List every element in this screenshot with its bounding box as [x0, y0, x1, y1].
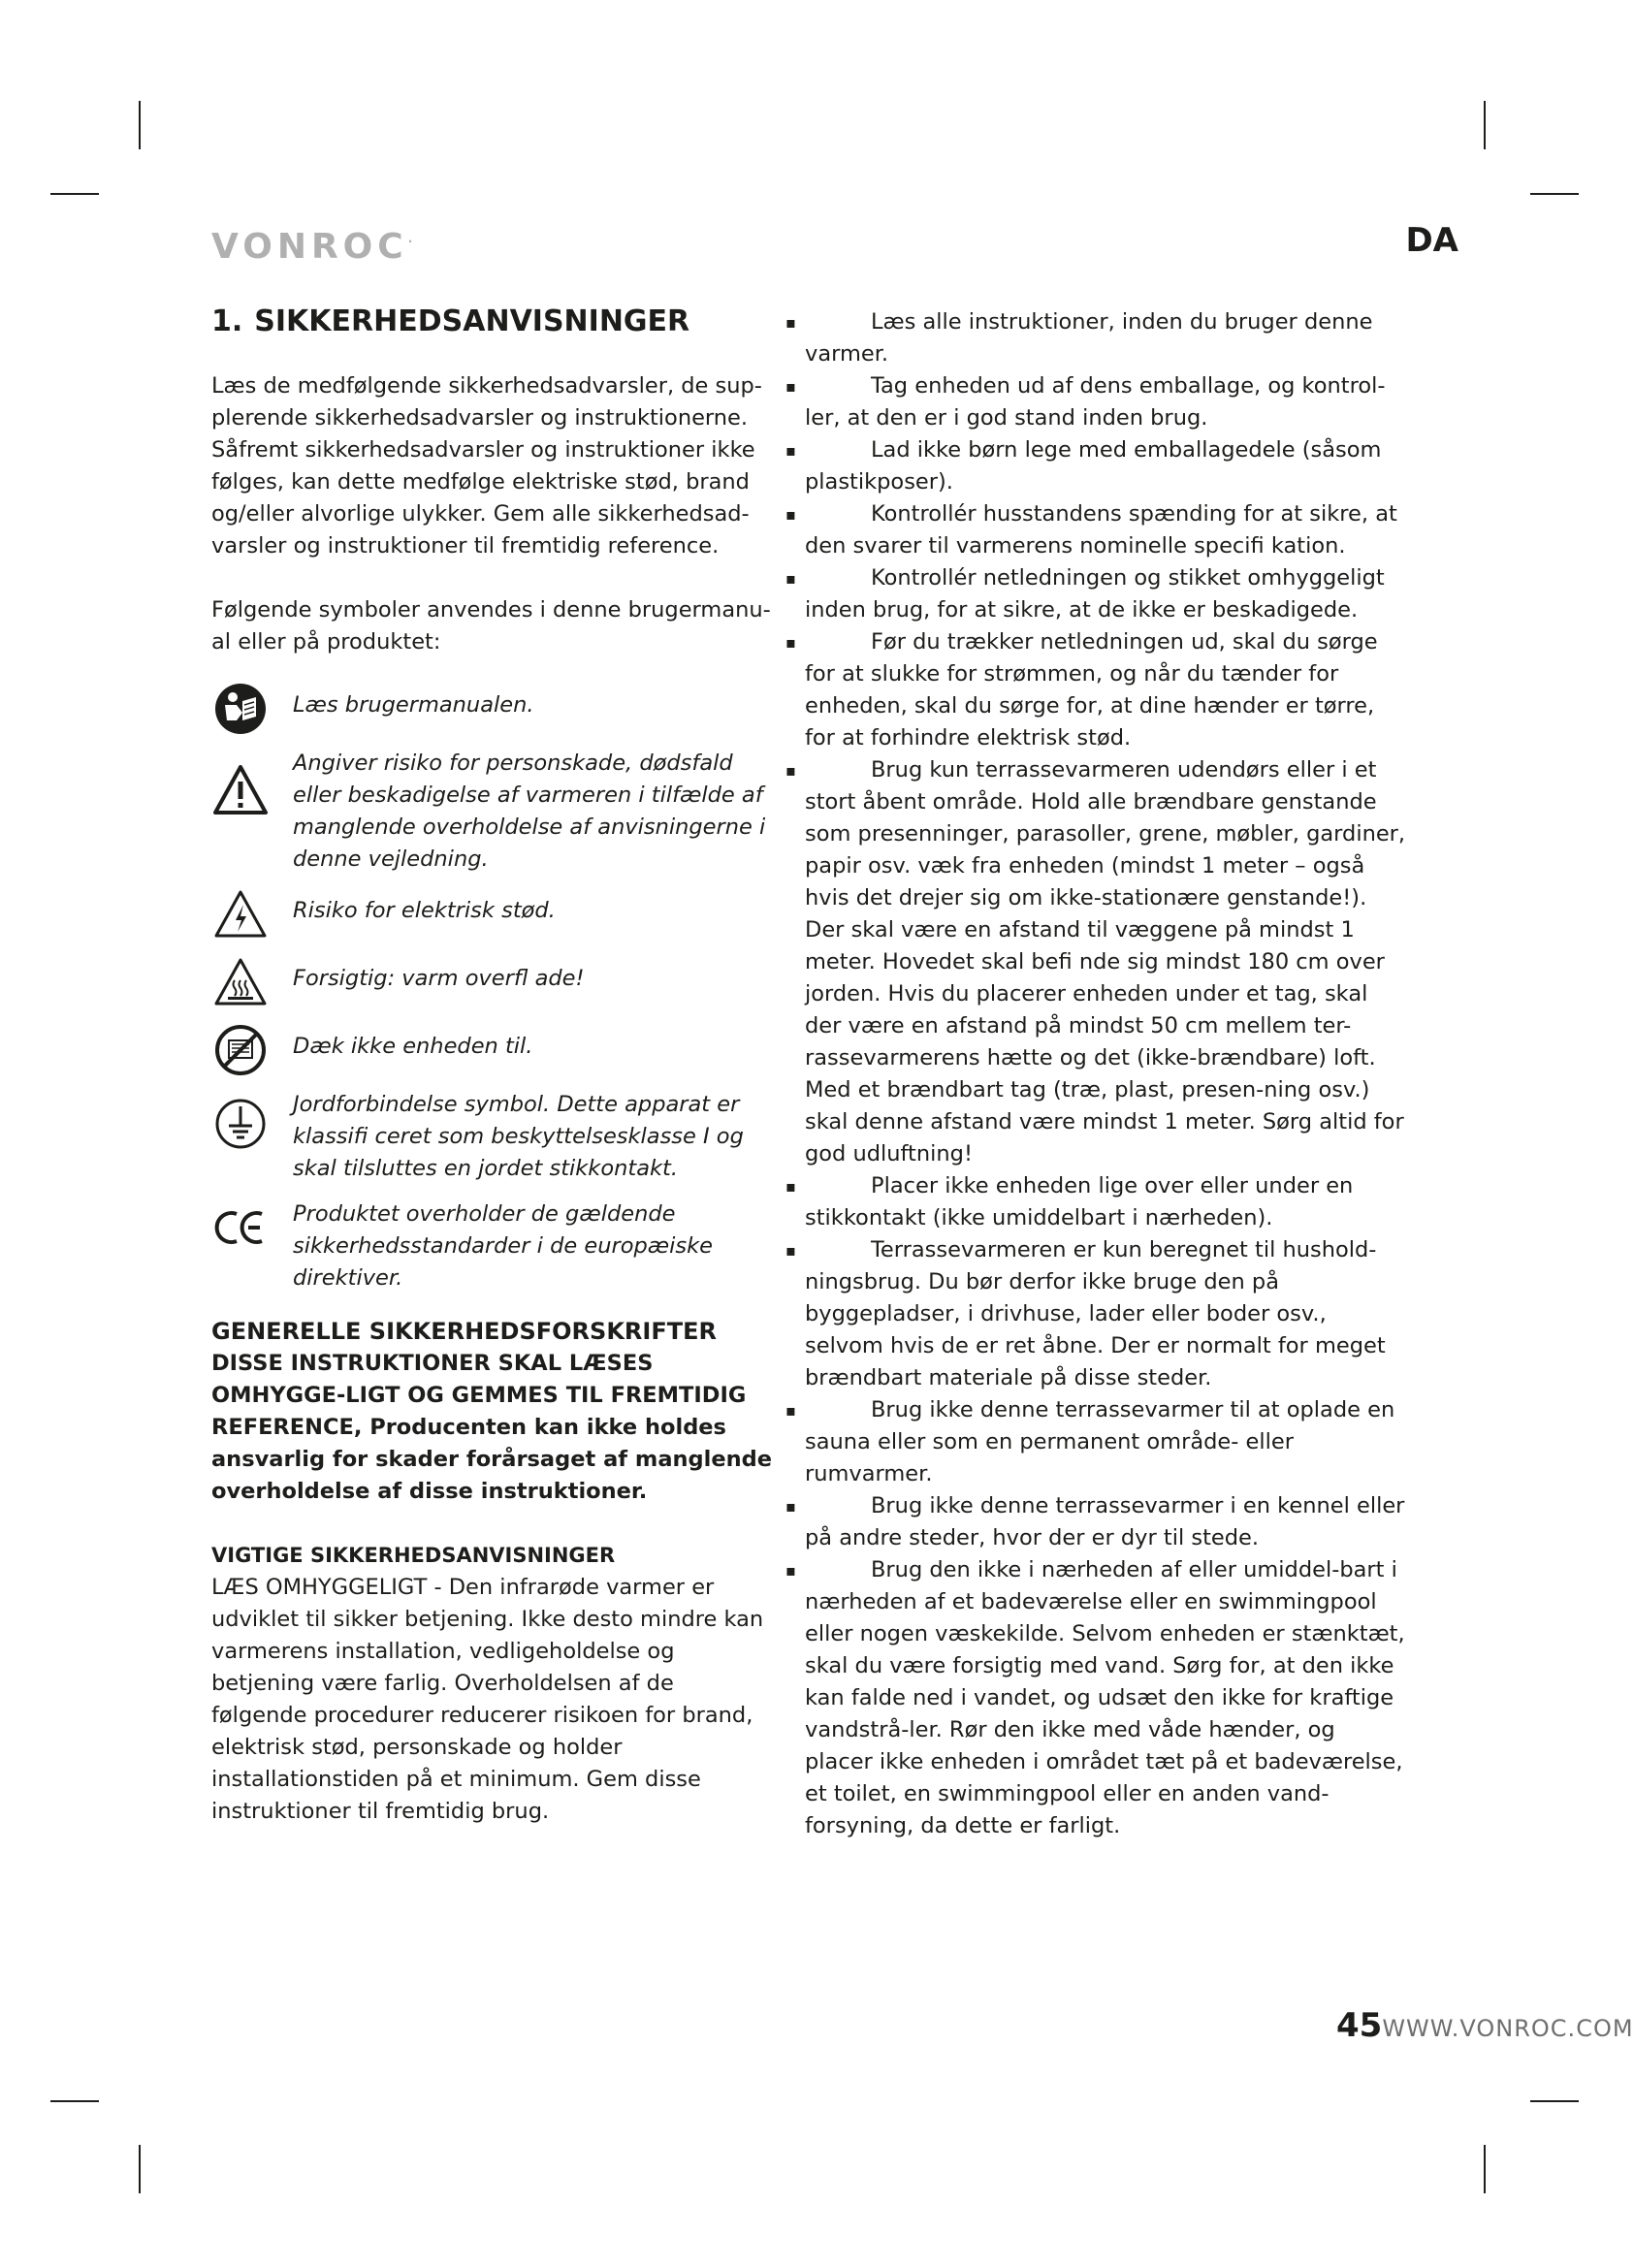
symbol-row — [211, 748, 776, 876]
safety-bullet-item — [785, 1170, 1406, 1234]
safety-bullet-item — [785, 434, 1406, 498]
bullet-marker: ▪ — [785, 569, 796, 588]
earth-ground-icon — [211, 1095, 270, 1153]
bullet-text: Brug kun terrassevarmeren udendørs eller i et stort åbent område. Hold alle brændbare genstande som presenninger, parasoller, grene, møbler, gardiner, papir osv. væk fra enheden (mindst 1 meter – også hvis det drejer sig om ikke-stationære genstande!). Der skal være en afstand til væggene på mindst 1 meter. Hovedet skal befi nde sig mindst 180 cm over jorden. Hvis du placerer enheden under et tag, skal der være en afstand på mindst 50 cm mellem ter-rassevarmerens hætte og det (ikke-brændbare) loft. Med et brændbart tag (træ, plast, presen-ning osv.) skal denne afstand være mindst 1 meter. Sørg altid for god udluftning! — [805, 757, 1406, 1166]
symbol-row — [211, 953, 776, 1011]
bullet-text: Læs alle instruktioner, inden du bruger denne varmer. — [805, 309, 1373, 367]
symbol-row — [211, 1089, 776, 1185]
safety-bullet-item — [785, 306, 1406, 370]
bullet-text: Brug ikke denne terrassevarmer i en kennel eller på andre steder, hvor der er dyr til stede. — [805, 1493, 1405, 1550]
safety-bullet-list — [785, 306, 1406, 1842]
important-safety-heading: VIGTIGE SIKKERHEDSANVISNINGER — [211, 1544, 616, 1567]
brand-logo: VONROC· — [211, 227, 413, 267]
safety-bullet-item — [785, 1490, 1406, 1554]
bullet-marker: ▪ — [785, 313, 796, 332]
important-safety-text: LÆS OMHYGGELIGT - Den infrarøde varmer er udviklet til sikker betjening. Ikke desto mindre kan varmerens installation, vedligeholdelse og betjening være farlig. Overholdelsen af de følgende procedurer reducerer risikoen for brand, elektrisk stød, personskade og holder installationstiden på et minimum. Gem disse instruktioner til fremtidig brug. — [211, 1575, 764, 1824]
bullet-text: Brug ikke denne terrassevarmer til at oplade en sauna eller som en permanent område- eller rumvarmer. — [805, 1397, 1395, 1486]
safety-bullet-item — [785, 626, 1406, 754]
electric-shock-icon — [211, 885, 270, 943]
safety-bullet-item — [785, 1234, 1406, 1394]
do-not-cover-icon — [211, 1021, 270, 1079]
bullet-marker: ▪ — [785, 377, 796, 396]
bullet-marker: ▪ — [785, 441, 796, 460]
symbol-text: Jordforbindelse symbol. Dette apparat er klassifi ceret som beskyttelsesklasse I og skal tilsluttes en jordet stikkontakt. — [293, 1092, 744, 1181]
bullet-marker: ▪ — [785, 761, 796, 780]
website-url: WWW.VONROC.COM — [1382, 2015, 1634, 2042]
bullet-text: Kontrollér husstandens spænding for at sikre, at den svarer til varmerens nominelle specifi kation. — [805, 501, 1397, 559]
bullet-text: Før du trækker netledningen ud, skal du sørge for at slukke for strømmen, og når du tænder for enheden, skal du sørge for, at dine hænder er tørre, for at forhindre elektrisk stød. — [805, 629, 1378, 751]
safety-bullet-item — [785, 754, 1406, 1170]
general-safety-heading: GENERELLE SIKKERHEDSFORSKRIFTER — [211, 1318, 717, 1345]
intro-paragraph: Læs de medfølgende sikkerhedsadvarsler, de sup-plerende sikkerhedsadvarsler og instruktionerne. Såfremt sikkerhedsadvarsler og instruktioner ikke følges, kan dette medfølge elektriske stød, brand og/eller alvorlige ulykker. Gem alle sikkerhedsad-varsler og instruktioner til fremtidig reference. — [211, 373, 762, 559]
symbol-text: Forsigtig: varm overfl ade! — [293, 966, 585, 991]
bullet-text: Lad ikke børn lege med emballagedele (såsom plastikposer). — [805, 437, 1382, 495]
bullet-marker: ▪ — [785, 1241, 796, 1260]
bullet-marker: ▪ — [785, 1177, 796, 1196]
safety-bullet-item — [785, 1394, 1406, 1490]
crop-mark-bottom-right-horizontal — [1530, 2100, 1579, 2102]
bullet-text: Placer ikke enheden lige over eller under en stikkontakt (ikke umiddelbart i nærheden). — [805, 1173, 1354, 1230]
symbol-text: Produktet overholder de gældende sikkerhedsstandarder i de europæiske direktiver. — [293, 1201, 713, 1291]
warning-triangle-icon — [211, 761, 270, 819]
bullet-text: Tag enheden ud af dens emballage, og kontrol-ler, at den er i god stand inden brug. — [805, 373, 1386, 431]
symbol-row — [211, 680, 776, 738]
symbol-text: Risiko for elektrisk stød. — [293, 898, 556, 923]
safety-bullet-item — [785, 1554, 1406, 1842]
crop-mark-top-right-horizontal — [1530, 193, 1579, 195]
crop-mark-top-left-vertical — [139, 101, 141, 149]
crop-mark-top-left-horizontal — [50, 193, 99, 195]
symbol-text: Læs brugermanualen. — [293, 692, 534, 718]
safety-bullet-item — [785, 562, 1406, 626]
page-footer — [1336, 2006, 1634, 2045]
symbols-intro: Følgende symboler anvendes i denne brugermanu-al eller på produktet: — [211, 597, 771, 655]
safety-bullet-item — [785, 370, 1406, 434]
section-title: 1. SIKKERHEDSANVISNINGER — [211, 304, 690, 338]
ce-mark-icon — [211, 1198, 270, 1257]
symbol-row — [211, 1021, 776, 1079]
symbol-row — [211, 1198, 776, 1294]
symbol-text: Angiver risiko for personskade, dødsfald eller beskadigelse af varmeren i tilfælde af manglende overholdelse af anvisningerne i denne vejledning. — [293, 751, 766, 872]
crop-mark-bottom-left-horizontal — [50, 2100, 99, 2102]
symbol-list — [211, 680, 776, 1294]
language-code: DA — [1405, 221, 1458, 260]
read-manual-icon — [211, 680, 270, 738]
bullet-text: Terrassevarmeren er kun beregnet til hushold-ningsbrug. Du bør derfor ikke bruge den på byggepladser, i drivhuse, lader eller boder osv., selvom hvis de er ret åbne. Der er normalt for meget brændbart materiale på disse steder. — [805, 1237, 1386, 1390]
bullet-text: Brug den ikke i nærheden af eller umiddel-bart i nærheden af et badeværelse eller en swimmingpool eller nogen væskekilde. Selvom enheden er stænktæt, skal du være forsigtig med vand. Sørg for, at den ikke kan falde ned i vandet, og udsæt den ikke for kraftige vandstrå-ler. Rør den ikke med våde hænder, og placer ikke enheden i området tæt på et badeværelse, et toilet, en swimmingpool eller en anden vand-forsyning, da dette er farligt. — [805, 1557, 1405, 1838]
bullet-marker: ▪ — [785, 1561, 796, 1580]
right-column — [785, 306, 1406, 1842]
bullet-text: Kontrollér netledningen og stikket omhyggeligt inden brug, for at sikre, at de ikke er beskadigede. — [805, 565, 1385, 623]
general-safety-text: DISSE INSTRUKTIONER SKAL LÆSES OMHYGGE-LIGT OG GEMMES TIL FREMTIDIG REFERENCE, Producenten kan ikke holdes ansvarlig for skader forårsaget af manglende overholdelse af disse instruktioner. — [211, 1351, 772, 1504]
crop-mark-bottom-right-vertical — [1484, 2145, 1486, 2193]
bullet-marker: ▪ — [785, 1401, 796, 1420]
left-column — [211, 303, 776, 1860]
crop-mark-top-right-vertical — [1484, 101, 1486, 149]
symbol-row — [211, 885, 776, 943]
safety-bullet-item — [785, 498, 1406, 562]
hot-surface-icon — [211, 953, 270, 1011]
crop-mark-bottom-left-vertical — [139, 2145, 141, 2193]
bullet-marker: ▪ — [785, 505, 796, 524]
bullet-marker: ▪ — [785, 633, 796, 652]
page-number: 45 — [1336, 2006, 1383, 2045]
bullet-marker: ▪ — [785, 1497, 796, 1516]
symbol-text: Dæk ikke enheden til. — [293, 1034, 533, 1059]
